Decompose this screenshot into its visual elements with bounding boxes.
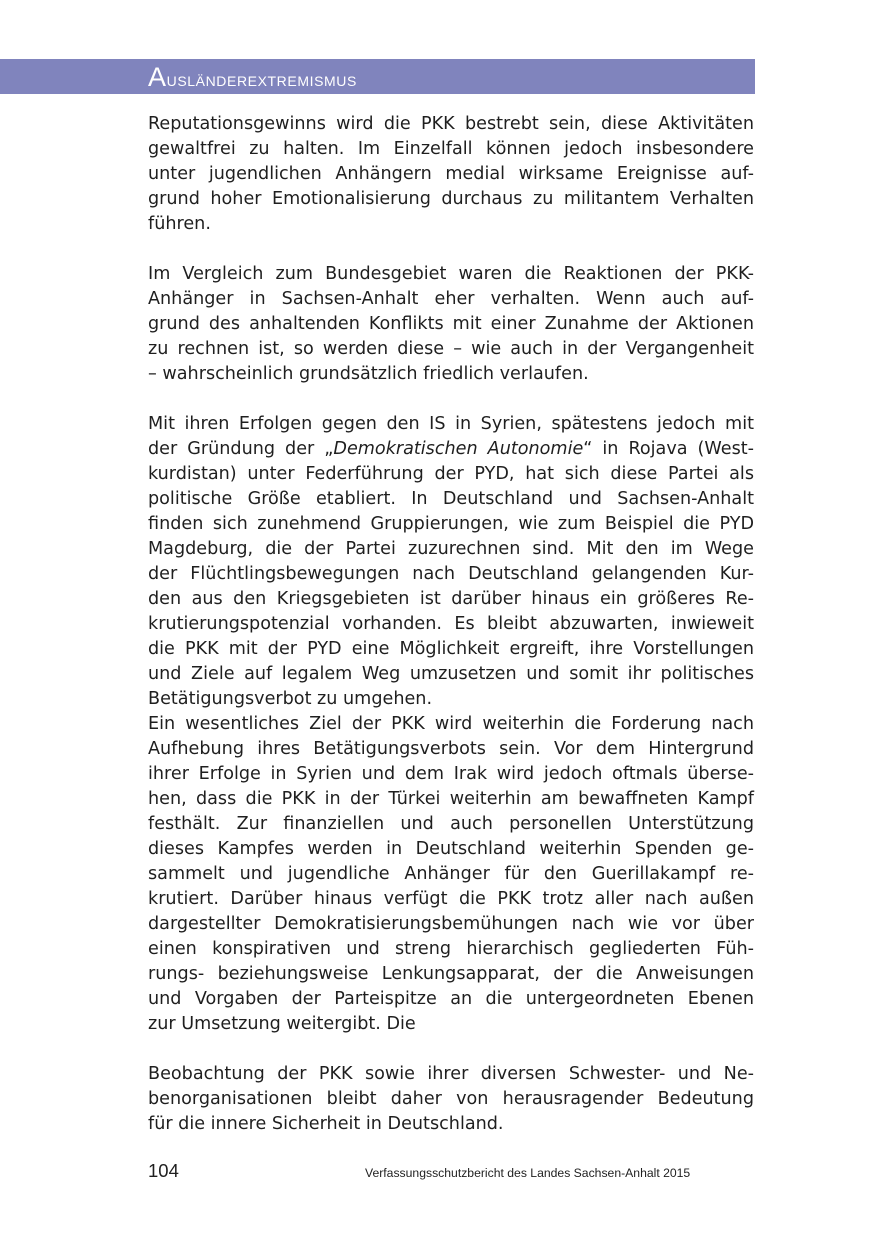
text-line: die PKK mit der PYD eine Möglichkeit ergreift, ihre Vorstellungen xyxy=(148,639,754,659)
text-line: politische Größe etabliert. In Deutschland und Sachsen-Anhalt xyxy=(148,489,754,509)
text-fragment: “ in Rojava (West- xyxy=(583,439,754,459)
text-line: Mit ihren Erfolgen gegen den IS in Syrien, spätestens jedoch mit xyxy=(148,414,754,434)
text-line: ihrer Erfolge in Syrien und dem Irak wird jedoch oftmals überse- xyxy=(148,764,754,784)
paragraph-3 xyxy=(148,412,754,712)
text-line: krutiert. Darüber hinaus verfügt die PKK trotz aller nach außen xyxy=(148,889,754,909)
text-line: – wahrscheinlich grundsätzlich friedlich verlaufen. xyxy=(148,364,589,384)
text-line: kurdistan) unter Federführung der PYD, hat sich diese Partei als xyxy=(148,464,754,484)
section-header-bar xyxy=(0,59,755,94)
text-line: führen. xyxy=(148,214,211,234)
text-line: dieses Kampfes werden in Deutschland weiterhin Spenden ge- xyxy=(148,839,754,859)
text-line-with-italic xyxy=(148,437,754,462)
text-line: unter jugendlichen Anhängern medial wirksame Ereignisse auf- xyxy=(148,164,754,184)
footer-source: Verfassungsschutzbericht des Landes Sachsen-Anhalt 2015 xyxy=(365,1166,691,1180)
text-line: der Flüchtlingsbewegungen nach Deutschland gelangenden Kur- xyxy=(148,564,754,584)
text-line: einen konspirativen und streng hierarchisch gegliederten Füh- xyxy=(148,939,754,959)
text-line: zur Umsetzung weitergibt. Die xyxy=(148,1014,416,1034)
text-line: rungs- beziehungsweise Lenkungsapparat, der die Anweisungen xyxy=(148,964,754,984)
text-line: Aufhebung ihres Betätigungsverbots sein. Vor dem Hintergrund xyxy=(148,739,754,759)
section-title-initial: A xyxy=(148,62,167,92)
text-line: zu rechnen ist, so werden diese – wie auch in der Vergangenheit xyxy=(148,339,754,359)
page-number: 104 xyxy=(148,1160,179,1181)
text-line: Im Vergleich zum Bundesgebiet waren die Reaktionen der PKK- xyxy=(148,264,754,284)
text-line: und Ziele auf legalem Weg umzusetzen und somit ihr politisches xyxy=(148,664,754,684)
text-line: Betätigungsverbot zu umgehen. xyxy=(148,689,433,709)
text-line: grund hoher Emotionalisierung durchaus zu militantem Verhalten xyxy=(148,189,754,209)
paragraph-2 xyxy=(148,262,754,387)
italic-term: Demokratischen Autonomie xyxy=(333,439,584,459)
section-title-rest: usländerextremismus xyxy=(166,69,357,91)
text-line: für die innere Sicherheit in Deutschland. xyxy=(148,1114,504,1134)
text-line: krutierungspotenzial vorhanden. Es bleibt abzuwarten, inwieweit xyxy=(148,614,754,634)
text-line: und Vorgaben der Parteispitze an die untergeordneten Ebenen xyxy=(148,989,754,1009)
text-line: Magdeburg, die der Partei zuzurechnen sind. Mit den im Wege xyxy=(148,539,754,559)
text-line: hen, dass die PKK in der Türkei weiterhin am bewaffneten Kampf xyxy=(148,789,754,809)
paragraph-4 xyxy=(148,712,754,1037)
text-line: festhält. Zur finanziellen und auch personellen Unterstützung xyxy=(148,814,754,834)
text-line: Ein wesentliches Ziel der PKK wird weiterhin die Forderung nach xyxy=(148,714,754,734)
text-line: gewaltfrei zu halten. Im Einzelfall können jedoch insbesondere xyxy=(148,139,754,159)
paragraph-1 xyxy=(148,112,754,237)
text-line: Beobachtung der PKK sowie ihrer diversen Schwester- und Ne- xyxy=(148,1064,754,1084)
text-line: Reputationsgewinns wird die PKK bestrebt sein, diese Aktivitäten xyxy=(148,114,754,134)
text-line: sammelt und jugendliche Anhänger für den Guerillakampf re- xyxy=(148,864,754,884)
text-line: grund des anhaltenden Konflikts mit einer Zunahme der Aktionen xyxy=(148,314,754,334)
body-text xyxy=(148,112,754,1137)
text-line: finden sich zunehmend Gruppierungen, wie zum Beispiel die PYD xyxy=(148,514,754,534)
paragraph-5 xyxy=(148,1062,754,1137)
text-fragment: der Gründung der „ xyxy=(148,439,334,459)
section-title xyxy=(148,59,357,94)
text-line: dargestellter Demokratisierungsbemühungen nach wie vor über xyxy=(148,914,754,934)
text-line: Anhänger in Sachsen-Anhalt eher verhalten. Wenn auch auf- xyxy=(148,289,754,309)
text-line: benorganisationen bleibt daher von herausragender Bedeutung xyxy=(148,1089,754,1109)
text-line: den aus den Kriegsgebieten ist darüber hinaus ein größeres Re- xyxy=(148,589,754,609)
